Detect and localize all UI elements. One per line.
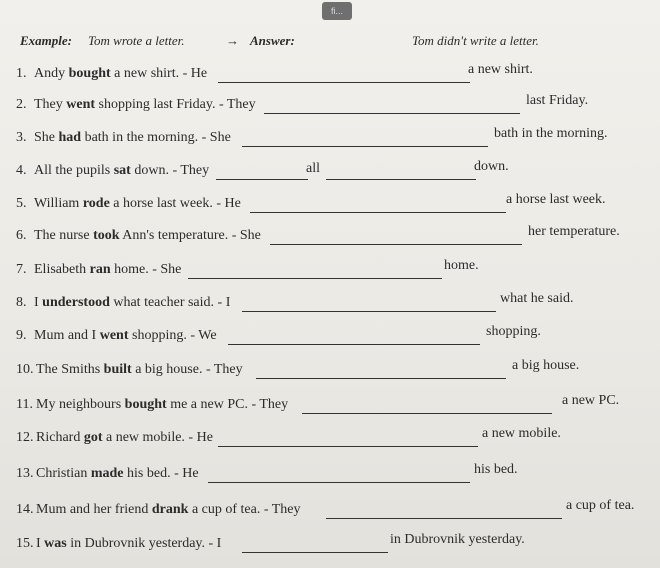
item-mid-text: all [306, 161, 320, 176]
item-verb: built [103, 362, 132, 377]
item-verb: rode [82, 196, 110, 211]
exercise-item [16, 258, 646, 284]
item-number: 12. [16, 430, 34, 445]
item-number: 9. [16, 328, 27, 343]
item-verb: was [44, 536, 67, 551]
item-sentence: Elisabeth ran home. - She [34, 262, 182, 277]
item-ending: last Friday. [526, 93, 589, 108]
item-number: 5. [16, 196, 27, 211]
answer-label: Answer: [250, 33, 295, 48]
item-ending: what he said. [500, 291, 574, 306]
item-sentence: I understood what teacher said. - I [34, 295, 231, 310]
exercise-item [16, 192, 646, 218]
answer-blank[interactable] [242, 130, 488, 147]
answer-blank[interactable] [208, 466, 470, 483]
item-ending: a big house. [512, 358, 580, 373]
answer-blank[interactable] [242, 536, 388, 553]
item-verb: made [90, 466, 124, 481]
item-number: 2. [16, 97, 27, 112]
answer-blank[interactable] [264, 97, 520, 114]
item-number: 4. [16, 163, 27, 178]
exercise-item [16, 358, 646, 384]
exercise-item [16, 159, 646, 185]
item-ending: a cup of tea. [566, 498, 635, 513]
item-ending: home. [444, 258, 479, 273]
item-sentence: The nurse took Ann's temperature. - She [34, 228, 261, 243]
answer-blank[interactable] [256, 362, 506, 379]
item-verb: bought [124, 397, 167, 412]
item-sentence: The Smiths built a big house. - They [36, 362, 243, 377]
example-line [20, 33, 640, 53]
item-ending: his bed. [474, 462, 518, 477]
exercise-item [16, 393, 646, 419]
item-verb: had [58, 130, 82, 145]
item-sentence: Christian made his bed. - He [36, 466, 199, 481]
item-number: 6. [16, 228, 27, 243]
answer-blank[interactable] [302, 397, 552, 414]
worksheet-logo: fi... [322, 2, 352, 20]
item-number: 15. [16, 536, 34, 551]
exercise-item [16, 126, 646, 152]
answer-blank[interactable] [218, 430, 478, 447]
item-number: 3. [16, 130, 27, 145]
item-ending: a new shirt. [468, 62, 533, 77]
item-number: 11. [16, 397, 33, 412]
exercise-item [16, 291, 646, 317]
item-sentence: I was in Dubrovnik yesterday. - I [36, 536, 222, 551]
item-ending: down. [474, 159, 509, 174]
item-sentence: She had bath in the morning. - She [34, 130, 231, 145]
item-verb: drank [151, 502, 189, 517]
answer-blank[interactable] [218, 66, 470, 83]
exercise-item [16, 462, 646, 488]
item-verb: went [66, 97, 96, 112]
item-ending: a new mobile. [482, 426, 561, 441]
item-verb: understood [42, 295, 110, 310]
answer-blank[interactable] [326, 502, 562, 519]
answer-blank[interactable] [326, 163, 476, 180]
item-verb: bought [68, 66, 111, 81]
exercise-item [16, 224, 646, 250]
item-ending: shopping. [486, 324, 541, 339]
exercise-item [16, 62, 646, 88]
item-verb: sat [113, 163, 131, 178]
item-number: 14. [16, 502, 34, 517]
item-ending: her temperature. [528, 224, 620, 239]
exercise-item [16, 93, 646, 119]
item-ending: a new PC. [562, 393, 620, 408]
item-verb: took [93, 228, 120, 243]
answer-blank[interactable] [250, 196, 506, 213]
item-verb: ran [89, 262, 111, 277]
item-verb: went [99, 328, 129, 343]
item-ending: in Dubrovnik yesterday. [390, 532, 525, 547]
exercise-item [16, 426, 646, 452]
exercise-item [16, 324, 646, 350]
item-number: 1. [16, 66, 27, 81]
item-sentence: Mum and her friend drank a cup of tea. - They [36, 502, 301, 517]
arrow-icon: → [226, 33, 239, 48]
item-ending: a horse last week. [506, 192, 606, 207]
exercise-item [16, 498, 646, 524]
answer-blank[interactable] [270, 228, 522, 245]
item-verb: got [83, 430, 103, 445]
example-label: Example: [20, 33, 72, 48]
example-answer: Tom didn't write a letter. [412, 33, 539, 48]
item-sentence: All the pupils sat down. - They [34, 163, 210, 178]
answer-blank[interactable] [188, 262, 442, 279]
item-sentence: They went shopping last Friday. - They [34, 97, 256, 112]
item-sentence: William rode a horse last week. - He [34, 196, 241, 211]
item-sentence: Mum and I went shopping. - We [34, 328, 217, 343]
item-number: 8. [16, 295, 27, 310]
answer-blank[interactable] [228, 328, 480, 345]
item-number: 10. [16, 362, 34, 377]
item-sentence: Andy bought a new shirt. - He [34, 66, 208, 81]
item-sentence: Richard got a new mobile. - He [36, 430, 213, 445]
exercise-item [16, 532, 646, 558]
item-ending: bath in the morning. [494, 126, 608, 141]
item-number: 7. [16, 262, 27, 277]
example-sentence: Tom wrote a letter. [88, 33, 185, 48]
item-number: 13. [16, 466, 34, 481]
answer-blank[interactable] [216, 163, 308, 180]
answer-blank[interactable] [242, 295, 496, 312]
item-sentence: My neighbours bought me a new PC. - They [36, 397, 289, 412]
